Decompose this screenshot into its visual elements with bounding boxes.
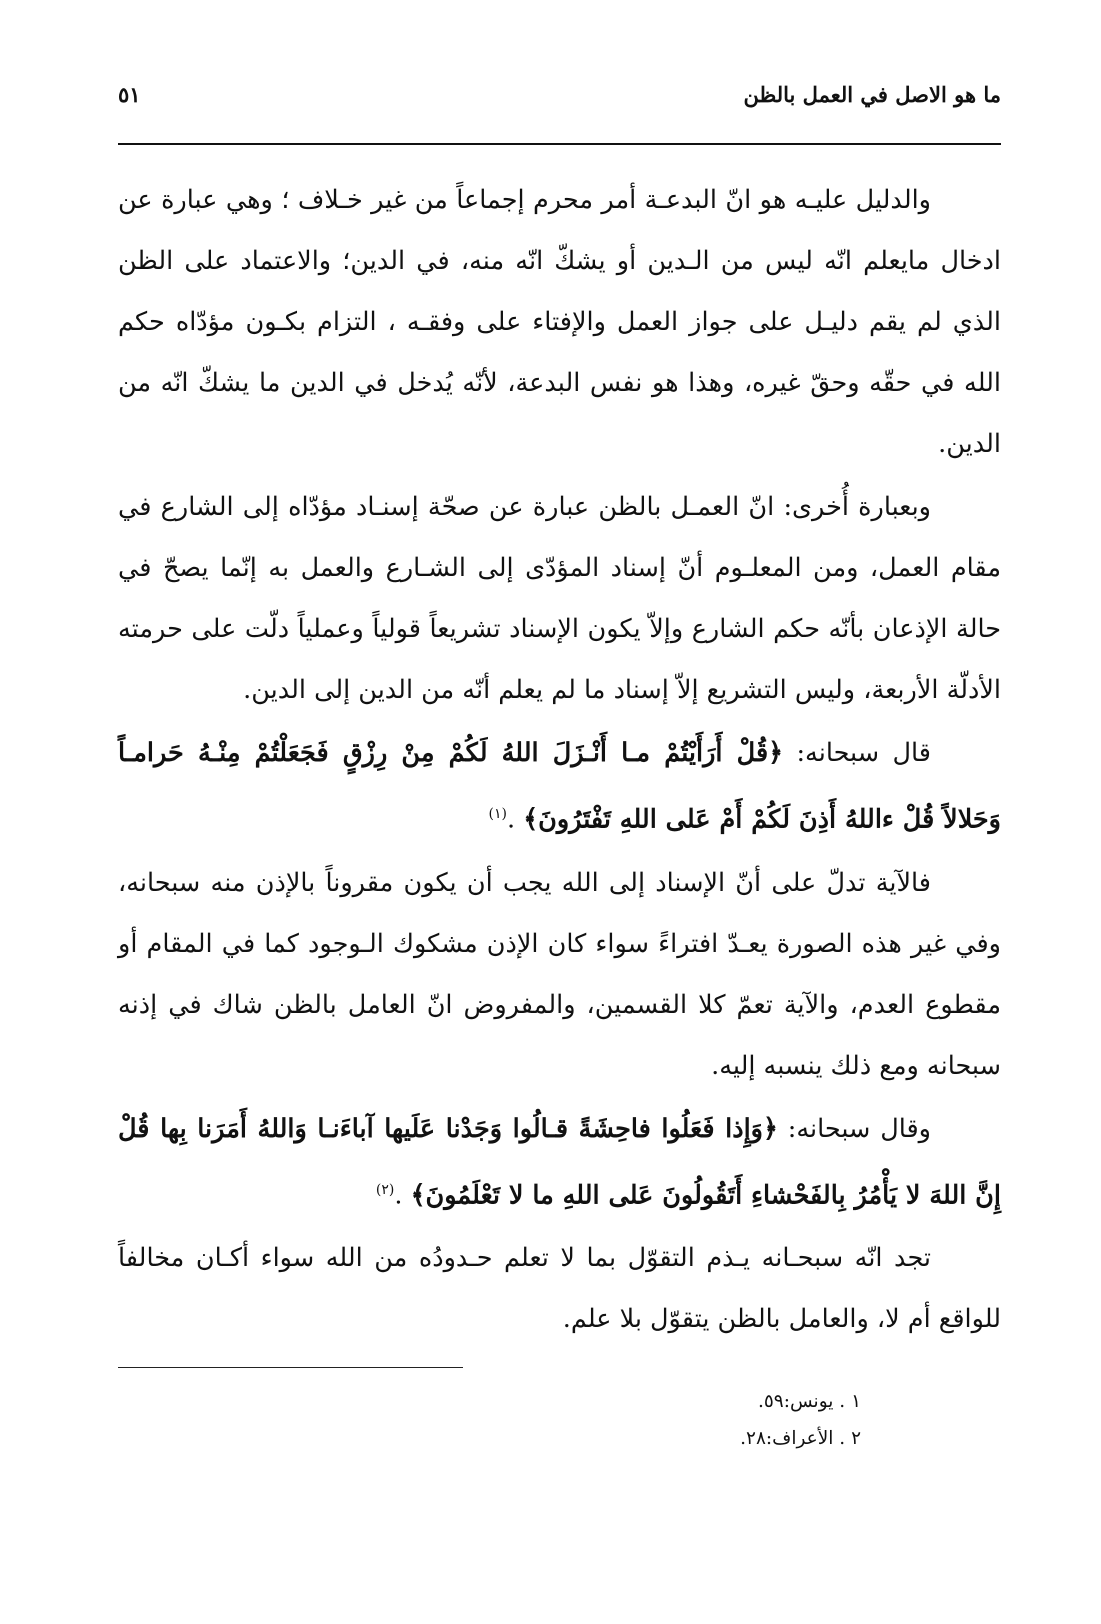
quran-quote-2: وقال سبحانه: ﴿وَإِذا فَعَلُوا فاحِشَةً قـالُوا وَجَدْنا عَلَيها آباءَنـا وَاللهُ أَمَرَنا بِها قُلْ إِنَّ اللهَ لا يَأْمُرُ بِالفَحْشاءِ أَتَقُولُونَ عَلى اللهِ ما لا تَعْلَمُونَ﴾ .$^{(٢)}$ (118, 1113, 1001, 1210)
footnote-rule (118, 1367, 463, 1368)
page-number: ٥١ (118, 82, 141, 107)
quran-verse: ﴿قُلْ أَرَأَيْتُمْ مـا أَنْـزَلَ اللهُ لَكُمْ مِنْ رِزْقٍ فَجَعَلْتُمْ مِنْـهُ حَرامـاً وَحَلالاً قُلْ ءاللهُ أَذِنَ لَكُمْ أَمْ عَلى اللهِ تَفْتَرُونَ﴾ (118, 738, 1001, 835)
running-title: ما هو الاصل في العمل بالظن (743, 82, 1001, 107)
footnote-ref-2: (٢) (375, 1181, 395, 1198)
paragraph-4: تجد انّه سبحـانه يـذم التقوّل بما لا تعلم حـدودُه من الله سواء أكـان مخالفاً للواقع أم لا، والعامل بالظن يتقوّل بلا علم. (118, 1243, 1001, 1334)
page-header (118, 78, 1001, 126)
footnote-ref-1: (١) (488, 806, 507, 822)
quran-verse: ﴿وَإِذا فَعَلُوا فاحِشَةً قـالُوا وَجَدْنا عَلَيها آباءَنـا وَاللهُ أَمَرَنا بِها قُلْ إِنَّ اللهَ لا يَأْمُرُ بِالفَحْشاءِ أَتَقُولُونَ عَلى اللهِ ما لا تَعْلَمُونَ﴾ (118, 1113, 1001, 1210)
header-rule (118, 143, 1001, 145)
footnotes (561, 1383, 861, 1457)
paragraph-1: والدليل عليـه هو انّ البدعـة أمر محرم إجماعاً من غير خـلاف ؛ وهي عبارة عن ادخال مايعلم انّه ليس من الـدين أو يشكّ انّه منه، في الدين؛ والاعتماد على الظن الذي لم يقم دليـل على جواز العمل والإفتاء على وفقـه ، التزام بكـون مؤدّاه حكم الله في حقّه وحقّ غيره، وهذا هو نفس البدعة، لأنّه يُدخل في الدين ما يشكّ انّه من الدين. (118, 185, 1001, 459)
footnote-2: ٢ . الأعراف:٢٨. (740, 1428, 861, 1449)
paragraph-2: وبعبارة أُخرى: انّ العمـل بالظن عبارة عن صحّة إسنـاد مؤدّاه إلى الشارع في مقام العمل، ومن المعلـوم أنّ إسناد المؤدّى إلى الشـارع والعمل به إنّما يصحّ في حالة الإذعان بأنّه حكم الشارع وإلاّ يكون الإسناد تشريعاً قولياً وعملياً دلّت على حرمته الأدلّة الأربعة، وليس التشريع إلاّ إسناد ما لم يعلم أنّه من الدين إلى الدين. (118, 492, 1001, 705)
footnote-1: ١ . يونس:٥٩. (757, 1391, 861, 1412)
quote-intro: وقال سبحانه: (787, 1113, 931, 1144)
quote-intro: قال سبحانه: (796, 738, 931, 768)
main-text (118, 170, 1001, 1352)
paragraph-3: فالآية تدلّ على أنّ الإسناد إلى الله يجب أن يكون مقروناً بالإذن منه سبحانه، وفي غير هذه الصورة يعـدّ افتراءً سواء كان الإذن مشكوك الـوجود كما في المقام أو مقطوع العدم، والآية تعمّ كلا القسمين، والمفروض انّ العامل بالظن شاك في إذنه سبحانه ومع ذلك ينسبه إليه. (118, 867, 1001, 1081)
quran-quote-1: قال سبحانه: ﴿قُلْ أَرَأَيْتُمْ مـا أَنْـزَلَ اللهُ لَكُمْ مِنْ رِزْقٍ فَجَعَلْتُمْ مِنْـهُ حَرامـاً وَحَلالاً قُلْ ءاللهُ أَذِنَ لَكُمْ أَمْ عَلى اللهِ تَفْتَرُونَ﴾ .$^{(١)}$ (118, 738, 1001, 835)
